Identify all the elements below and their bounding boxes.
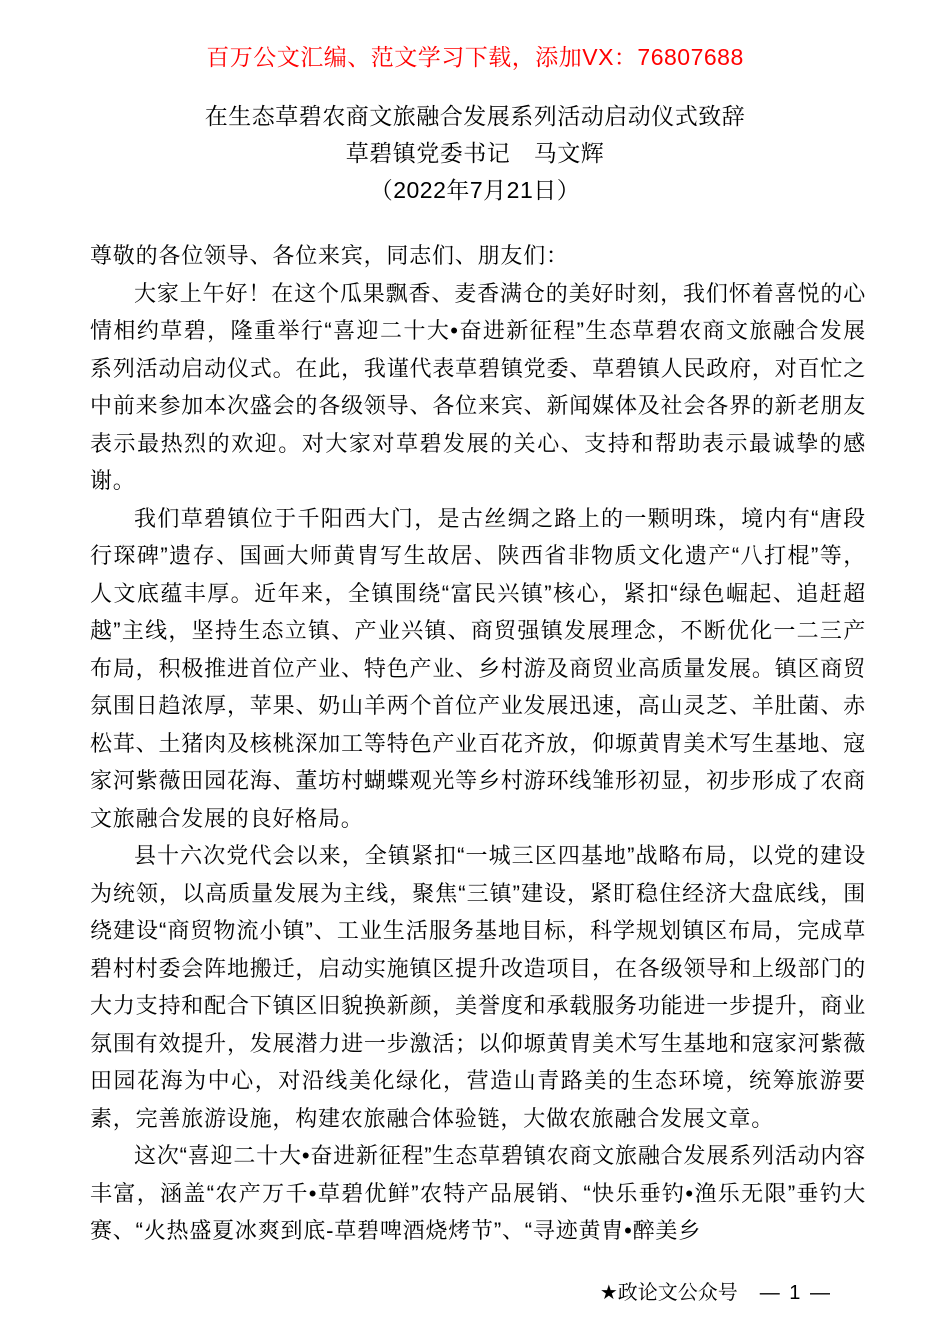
- document-title: 在生态草碧农商文旅融合发展系列活动启动仪式致辞: [204, 103, 746, 129]
- speech-body: [90, 237, 866, 1250]
- footer-watermark: ★政论文公众号: [599, 1282, 738, 1304]
- paragraph-activities: 这次“喜迎二十大•奋进新征程”生态草碧镇农商文旅融合发展系列活动内容丰富，涵盖“农产万千•草碧优鲜”农特产品展销、“快乐垂钓•渔乐无限”垂钓大赛、“火热盛夏冰爽到底-草碧啤酒烧烤节”、“寻迹黄胄•醉美乡: [90, 1143, 866, 1243]
- date-line: （2022年7月21日）: [369, 177, 581, 203]
- paragraph-greeting: 大家上午好！在这个瓜果飘香、麦香满仓的美好时刻，我们怀着喜悦的心情相约草碧，隆重举行“喜迎二十大•奋进新征程”生态草碧农商文旅融合发展系列活动启动仪式。在此，我谨代表草碧镇党委、草碧镇人民政府，对百忙之中前来参加本次盛会的各级领导、各位来宾、新闻媒体及社会各界的新老朋友表示最热烈的欢迎。对大家对草碧发展的关心、支持和帮助表示最诚挚的感谢。: [90, 280, 866, 493]
- salutation: 尊敬的各位领导、各位来宾，同志们、朋友们：: [90, 243, 569, 268]
- page-footer: [600, 1281, 832, 1305]
- promo-notice: 百万公文汇编、范文学习下载，添加VX：76807688: [206, 44, 744, 70]
- speaker-line: 草碧镇党委书记 马文辉: [345, 140, 605, 166]
- paragraph-strategy: 县十六次党代会以来，全镇紧扣“一城三区四基地”战略布局，以党的建设为统领，以高质量发展为主线，聚焦“三镇”建设，紧盯稳住经济大盘底线，围绕建设“商贸物流小镇”、工业生活服务基地目标，科学规划镇区布局，完成草碧村村委会阵地搬迁，启动实施镇区提升改造项目，在各级领导和上级部门的大力支持和配合下镇区旧貌换新颜，美誉度和承载服务功能进一步提升，商业氛围有效提升，发展潜力进一步激活；以仰塬黄胄美术写生基地和寇家河紫薇田园花海为中心，对沿线美化绿化，营造山青路美的生态环境，统筹旅游要素，完善旅游设施，构建农旅融合体验链，大做农旅融合发展文章。: [90, 843, 866, 1131]
- title-block: [0, 98, 950, 209]
- paragraph-town-overview: 我们草碧镇位于千阳西大门，是古丝绸之路上的一颗明珠，境内有“唐段行琛碑”遗存、国画大师黄胄写生故居、陕西省非物质文化遗产“八打棍”等，人文底蕴丰厚。近年来，全镇围绕“富民兴镇”核心，紧扣“绿色崛起、追赶超越”主线，坚持生态立镇、产业兴镇、商贸强镇发展理念，不断优化一二三产布局，积极推进首位产业、特色产业、乡村游及商贸业高质量发展。镇区商贸氛围日趋浓厚，苹果、奶山羊两个首位产业发展迅速，高山灵芝、羊肚菌、赤松茸、土猪肉及核桃深加工等特色产业百花齐放，仰塬黄胄美术写生基地、寇家河紫薇田园花海、董坊村蝴蝶观光等乡村游环线雏形初显，初步形成了农商文旅融合发展的良好格局。: [90, 505, 866, 831]
- footer-page-number: — 1 —: [759, 1282, 832, 1304]
